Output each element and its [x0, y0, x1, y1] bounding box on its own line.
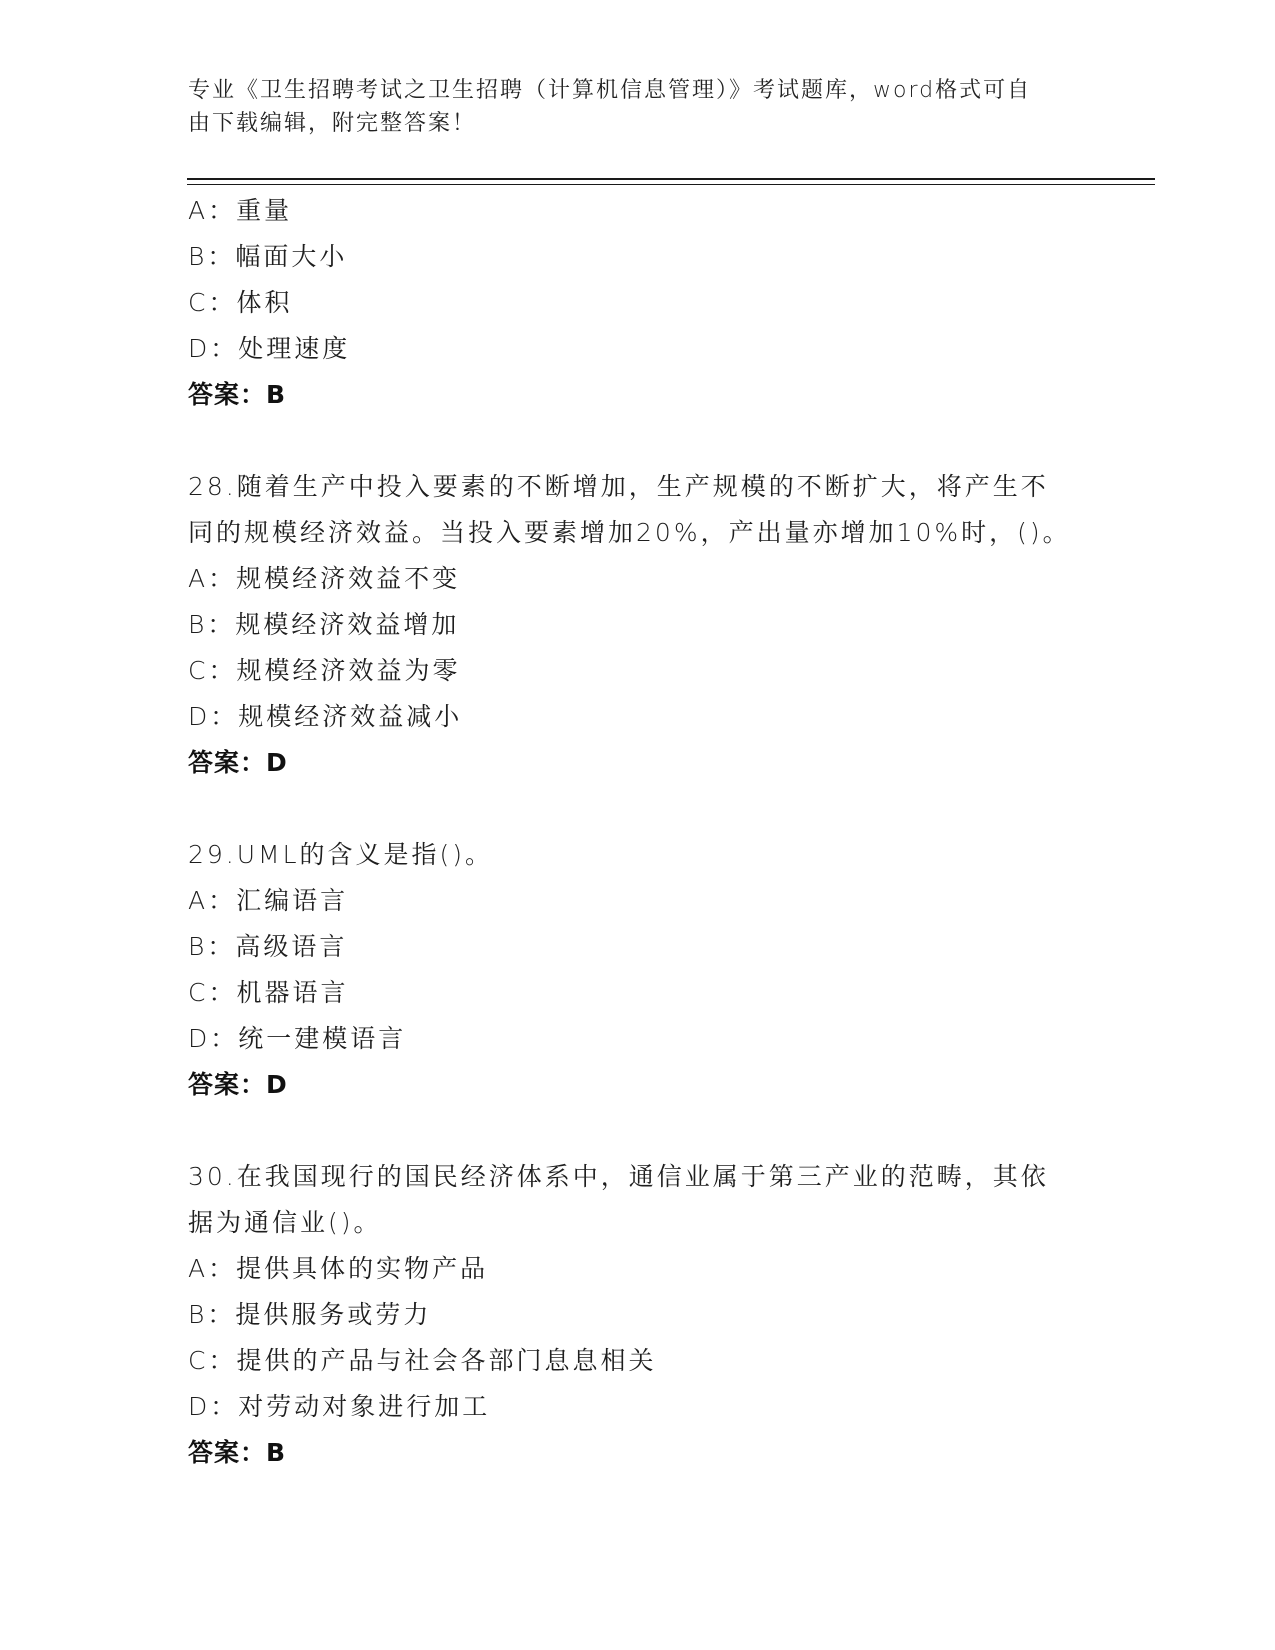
question-stem-line-1: 29.UML的含义是指()。	[188, 840, 494, 869]
answer-label: 答案：B	[188, 1438, 287, 1467]
question-list	[188, 188, 1088, 1476]
question-stem-line-1: 30.在我国现行的国民经济体系中，通信业属于第三产业的范畴，其依	[188, 1162, 1049, 1191]
option-b: B：规模经济效益增加	[188, 610, 460, 639]
option-a: A：汇编语言	[188, 886, 349, 915]
option-d: D：规模经济效益减小	[188, 702, 463, 731]
option-c: C：体积	[188, 288, 293, 317]
header-divider-thick	[187, 178, 1155, 180]
option-b: B：高级语言	[188, 932, 348, 961]
question-27	[188, 188, 1088, 418]
question-28	[188, 464, 1088, 786]
option-c: C：规模经济效益为零	[188, 656, 461, 685]
option-a: A：规模经济效益不变	[188, 564, 461, 593]
option-d: D：对劳动对象进行加工	[188, 1392, 491, 1421]
header-line-1: 专业《卫生招聘考试之卫生招聘（计算机信息管理）》考试题库，word格式可自	[188, 78, 1032, 103]
question-stem-line-2: 据为通信业()。	[188, 1208, 382, 1237]
option-b: B：提供服务或劳力	[188, 1300, 432, 1329]
option-c: C：机器语言	[188, 978, 349, 1007]
question-stem-line-2: 同的规模经济效益。当投入要素增加20%，产出量亦增加10%时，()。	[188, 518, 1071, 547]
option-d: D：统一建模语言	[188, 1024, 407, 1053]
spacer	[188, 418, 1088, 464]
option-a: A：重量	[188, 196, 293, 225]
question-stem-line-1: 28.随着生产中投入要素的不断增加，生产规模的不断扩大，将产生不	[188, 472, 1049, 501]
option-a: A：提供具体的实物产品	[188, 1254, 489, 1283]
document-header	[188, 74, 1088, 140]
answer-label: 答案：D	[188, 748, 288, 777]
question-29	[188, 832, 1088, 1108]
option-b: B：幅面大小	[188, 242, 348, 271]
answer-label: 答案：B	[188, 380, 287, 409]
spacer	[188, 1108, 1088, 1154]
option-d: D：处理速度	[188, 334, 351, 363]
option-c: C：提供的产品与社会各部门息息相关	[188, 1346, 657, 1375]
answer-label: 答案：D	[188, 1070, 288, 1099]
question-30	[188, 1154, 1088, 1476]
header-line-2: 由下载编辑，附完整答案！	[188, 111, 477, 136]
spacer	[188, 786, 1088, 832]
header-divider-thin	[187, 184, 1155, 185]
